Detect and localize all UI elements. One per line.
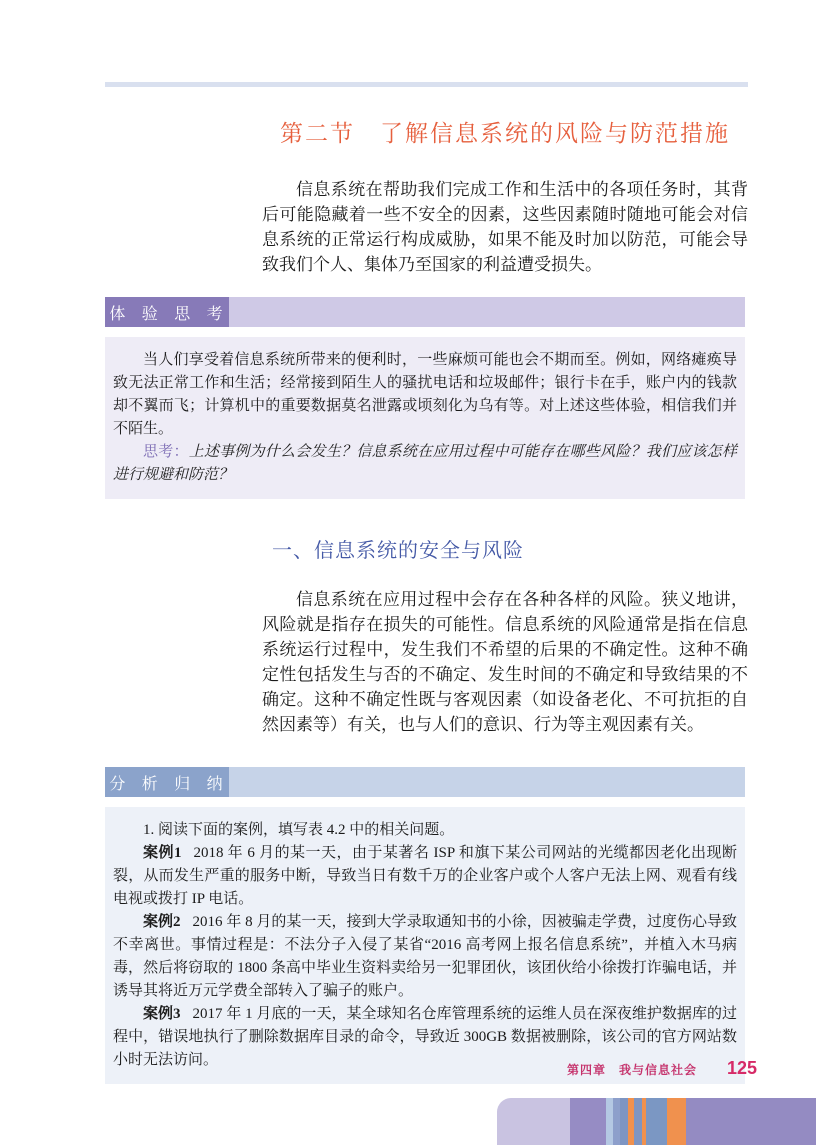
instruction-line: 1. 阅读下面的案例，填写表 4.2 中的相关问题。 <box>143 822 455 838</box>
bottom-color-bar <box>497 1098 816 1145</box>
bar-segment <box>497 1098 570 1145</box>
analysis-panel <box>105 807 745 1084</box>
case-text-3: 2017 年 1 月底的一天，某全球知名仓库管理系统的运维人员在深夜维护数据库的过程中，错误地执行了删除数据库目录的命令，导致近 300GB 数据被删除，该公司的官方网站数小时无法访问。 <box>113 1006 737 1068</box>
analysis-banner-label: 分 析 归 纳 <box>105 767 229 797</box>
think-label: 思考： <box>143 444 189 460</box>
bar-segment <box>570 1098 606 1145</box>
think-paragraph <box>113 441 737 487</box>
case-label-2: 案例2 <box>143 914 181 930</box>
case-label-3: 案例3 <box>143 1006 181 1022</box>
experience-panel <box>105 337 745 499</box>
case-paragraph-2 <box>113 911 737 1003</box>
section-heading: 一、信息系统的安全与风险 <box>272 540 524 562</box>
page-title: 第二节 了解信息系统的风险与防范措施 <box>280 121 730 146</box>
top-rule-divider <box>105 82 748 87</box>
case-paragraph-1 <box>113 842 737 911</box>
case-text-2: 2016 年 8 月的某一天，接到大学录取通知书的小徐，因被骗走学费，过度伤心导致不幸离世。事情过程是：不法分子入侵了某省“2016 高考网上报名信息系统”，并植入木马病毒，然后将窃取的 1800 条高中毕业生资料卖给另一犯罪团伙，该团伙给小徐拨打诈骗电话，并诱导其将近万元学费全部转入了骗子的账户。 <box>113 914 737 999</box>
page-footer <box>567 1058 757 1079</box>
analysis-banner-fill <box>229 767 745 797</box>
analysis-banner <box>105 767 745 797</box>
case-text-1: 2018 年 6 月的某一天，由于某著名 ISP 和旗下某公司网站的光缆都因老化出现断裂，从而发生严重的服务中断，导致当日有数千万的企业客户或个人客户无法上网、观看有线电视或拨打 IP 电话。 <box>113 845 737 907</box>
think-text: 上述事例为什么会发生？信息系统在应用过程中可能存在哪些风险？我们应该怎样进行规避和防范？ <box>113 444 737 483</box>
chapter-label: 第四章 我与信息社会 <box>566 1063 697 1077</box>
experience-banner-fill <box>229 297 745 327</box>
experience-banner-label: 体 验 思 考 <box>105 297 229 327</box>
section-body-paragraph: 信息系统在应用过程中会存在各种各样的风险。狭义地讲，风险就是指存在损失的可能性。信息系统的风险通常是指在信息系统运行过程中，发生我们不希望的后果的不确定性。这种不确定性包括发生与否的不确定、发生时间的不确定和导致结果的不确定。这种不确定性既与客观因素（如设备老化、不可抗拒的自然因素等）有关，也与人们的意识、行为等主观因素有关。 <box>262 590 748 734</box>
bar-segment <box>613 1098 620 1145</box>
page-number: 125 <box>726 1058 757 1078</box>
bar-segment <box>634 1098 642 1145</box>
bar-segment <box>686 1098 816 1145</box>
bar-segment <box>646 1098 667 1145</box>
experience-body: 当人们享受着信息系统所带来的便利时，一些麻烦可能也会不期而至。例如，网络瘫痪导致无法正常工作和生活；经常接到陌生人的骚扰电话和垃圾邮件；银行卡在手，账户内的钱款却不翼而飞；计算机中的重要数据莫名泄露或顷刻化为乌有等。对上述这些体验，相信我们并不陌生。 <box>113 352 737 437</box>
bar-segment <box>620 1098 628 1145</box>
experience-banner <box>105 297 745 327</box>
case-label-1: 案例1 <box>143 845 182 861</box>
bar-segment <box>606 1098 613 1145</box>
intro-paragraph: 信息系统在帮助我们完成工作和生活中的各项任务时，其背后可能隐藏着一些不安全的因素，这些因素随时随地可能会对信息系统的正常运行构成威胁，如果不能及时加以防范，可能会导致我们个人、集体乃至国家的利益遭受损失。 <box>262 180 748 274</box>
bar-segment <box>667 1098 686 1145</box>
